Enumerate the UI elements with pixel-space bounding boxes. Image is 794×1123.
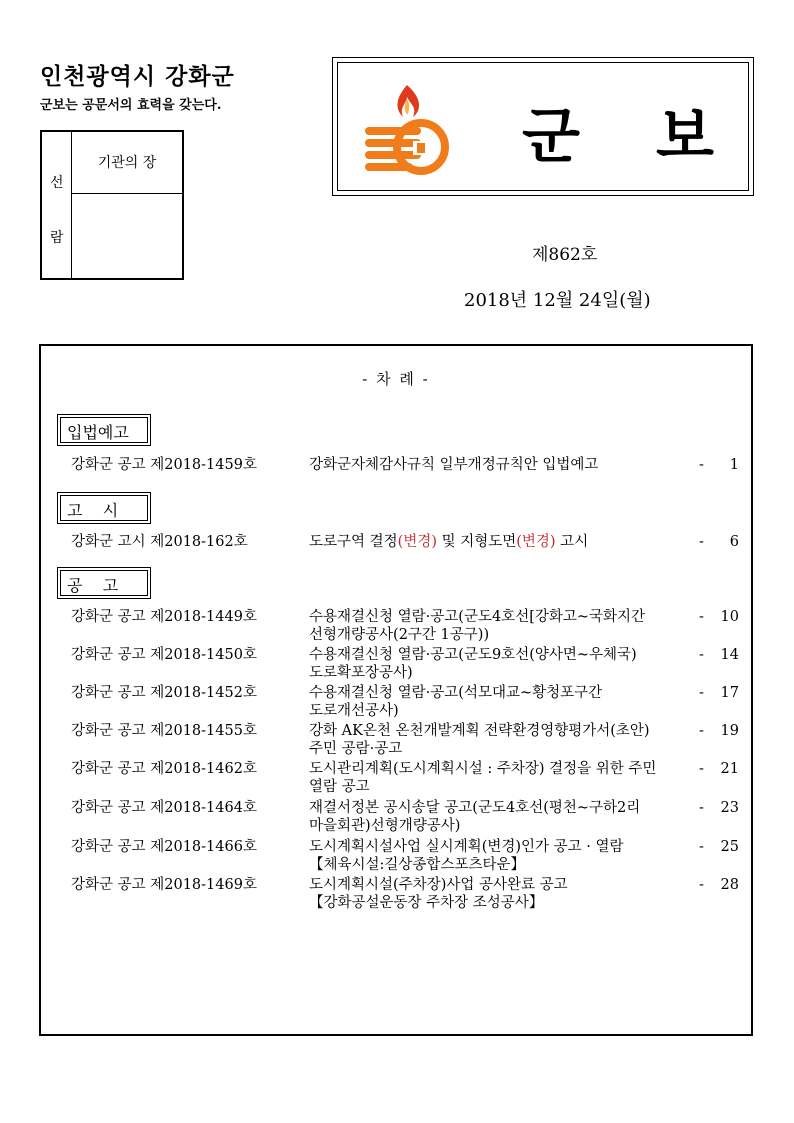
entry-desc-line: 도로개선공사) [309,703,399,719]
entry-desc-line [309,533,699,551]
entry-description [309,533,699,551]
entry-page: 14 [720,647,739,663]
entry-description [309,456,699,474]
entry-desc-line: 마을회관)선형개량공사) [309,818,461,834]
entry-dash: - [699,609,704,625]
entry-page: 28 [720,877,739,893]
desc-part: 및 지형도면 [436,534,517,550]
entry-desc-line: 도시계획시설(주차장)사업 공사완료 공고 [309,877,568,893]
review-label-column [42,132,72,278]
title-char-2: 보 [656,102,714,172]
entry-desc-line: 강화군자체감사규칙 일부개정규칙안 입법예고 [309,457,599,473]
entry-page: 10 [720,609,739,625]
entry-desc-line: 도로확포장공사) [309,665,413,681]
entry-desc-line: 수용재결신청 열람·공고(석모대교~황청포구간 [309,685,603,701]
entry-number: 강화군 고시 제2018-162호 [71,534,248,550]
entry-desc-line: 수용재결신청 열람·공고(군도9호선(양사면~우체국) [309,647,637,663]
entry-desc-line: 재결서정본 공시송달 공고(군도4호선(평천~구하2리 [309,800,641,816]
entry-dash: - [699,685,704,701]
entry-dash: - [699,723,704,739]
entry-desc-line: 강화 AK온천 온천개발계획 전략환경영향평가서(초안) [309,723,650,739]
entry-desc-line: 열람 공고 [309,779,370,795]
entry-page: 1 [729,457,739,473]
section-public-notice [57,492,151,524]
entry-number: 강화군 공고 제2018-1462호 [71,761,257,777]
entry-page: 6 [729,534,739,550]
entry-description [309,760,699,796]
entry-number: 강화군 공고 제2018-1455호 [71,723,257,739]
org-name: 인천광역시 강화군 [40,64,235,90]
entry-desc-line: 【체육시설:길상종합스포츠타운】 [309,857,525,873]
entry-desc-line: 도시관리계획(도시계획시설 : 주차장) 결정을 위한 주민 [309,761,657,777]
review-head: 기관의 장 [72,132,182,194]
title-box-inner [337,62,749,191]
entry-page: 21 [720,761,739,777]
entry-desc-line: 선형개량공사(2구간 1공구)) [309,627,490,643]
section-announcement [57,567,151,599]
entry-page: 19 [720,723,739,739]
entry-dash: - [699,534,704,550]
desc-part: 도로구역 결정 [309,534,398,550]
entry-number: 강화군 공고 제2018-1452호 [71,685,257,701]
entry-number: 강화군 공고 제2018-1450호 [71,647,257,663]
issue-number: 제862호 [532,245,598,265]
title-box [332,57,754,196]
entry-description [309,608,699,644]
entry-page: 17 [720,685,739,701]
section-label: 공 고 [60,570,148,596]
issue-date: 2018년 12월 24일(월) [464,290,651,311]
entry-dash: - [699,761,704,777]
entry-description [309,722,699,758]
section-label: 입법예고 [60,417,148,443]
entry-dash: - [699,839,704,855]
entry-dash: - [699,877,704,893]
entry-description [309,876,699,912]
desc-part-highlight: (변경) [397,534,437,550]
entry-number: 강화군 공고 제2018-1449호 [71,609,257,625]
entry-number: 강화군 공고 제2018-1464호 [71,800,257,816]
entry-description [309,684,699,720]
entry-dash: - [699,457,704,473]
entry-page: 25 [720,839,739,855]
desc-part-highlight: (변경) [516,534,556,550]
section-label: 고 시 [60,495,148,521]
county-logo-icon [363,81,453,181]
entry-number: 강화군 공고 제2018-1459호 [71,457,257,473]
entry-description [309,799,699,835]
entry-desc-line: 주민 공람·공고 [309,741,403,757]
entry-description [309,646,699,682]
entry-description [309,838,699,874]
review-label-1: 선 [50,175,64,191]
toc-title: - 차 례 - [362,370,430,388]
org-note: 군보는 공문서의 효력을 갖는다. [40,98,222,113]
entry-dash: - [699,800,704,816]
review-box [40,130,184,280]
entry-desc-line: 【강화공설운동장 주차장 조성공사】 [309,895,544,911]
table-of-contents [39,344,753,1036]
entry-dash: - [699,647,704,663]
review-label-2: 람 [50,230,64,246]
entry-desc-line: 도시계획시설사업 실시계획(변경)인가 공고 · 열람 [309,839,624,855]
section-legislative-notice [57,414,151,446]
desc-part: 고시 [555,534,589,550]
entry-number: 강화군 공고 제2018-1469호 [71,877,257,893]
entry-desc-line: 수용재결신청 열람·공고(군도4호선[강화고~국화지간 [309,609,646,625]
title-char-1: 군 [522,102,580,172]
entry-page: 23 [720,800,739,816]
entry-number: 강화군 공고 제2018-1466호 [71,839,257,855]
